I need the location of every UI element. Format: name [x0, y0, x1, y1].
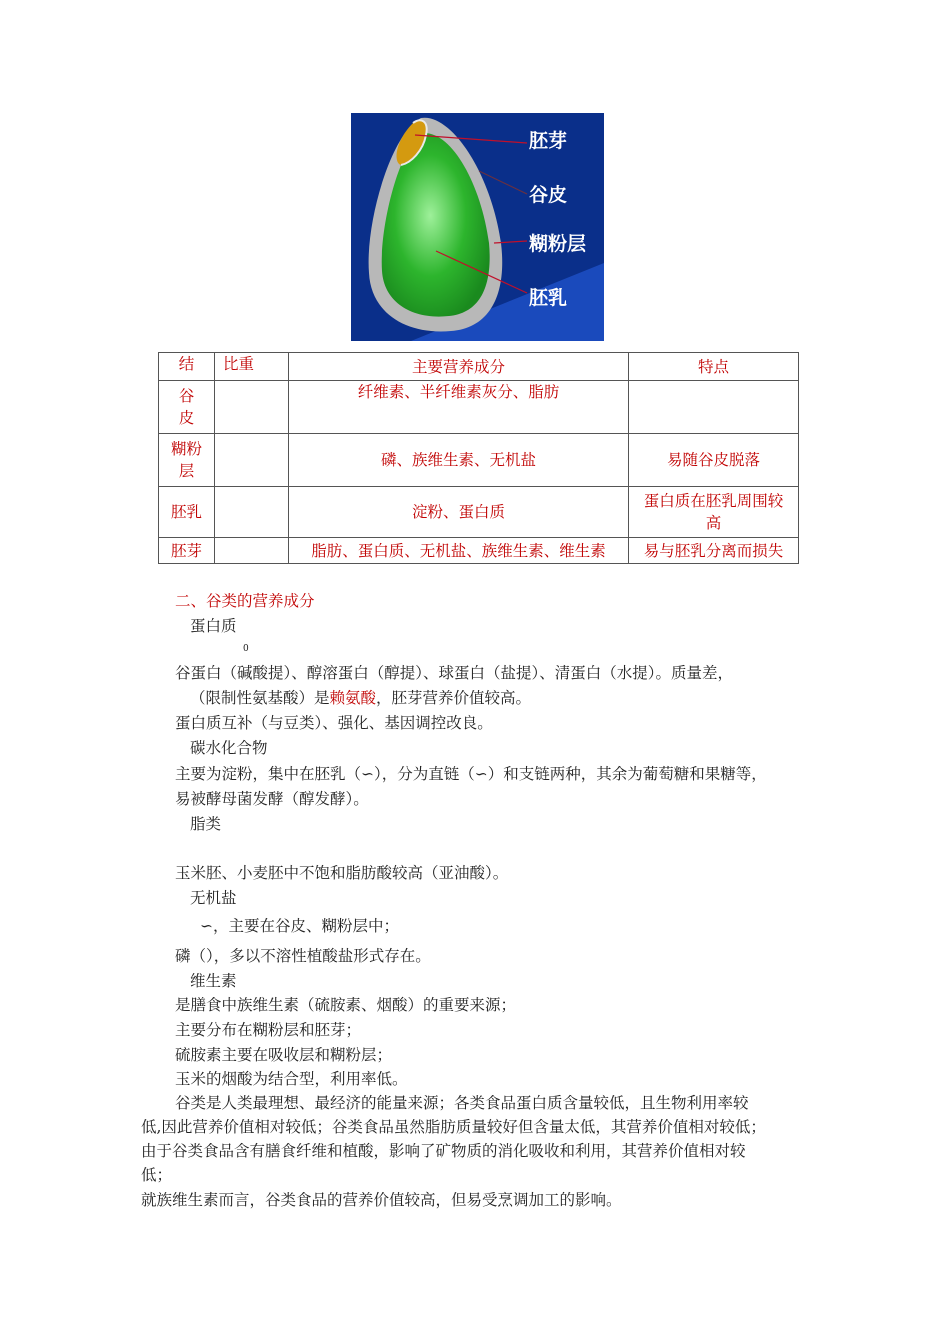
protein-line-3: 蛋白质互补（与豆类）、强化、基因调控改良。 — [175, 714, 493, 732]
cell-ratio — [215, 434, 289, 487]
cell-ratio — [215, 381, 289, 434]
grain-structure-figure — [351, 113, 604, 341]
summary-line-5: 就族维生素而言，谷类食品的营养价值较高，但易受烹调加工的影响。 — [141, 1191, 622, 1209]
carb-line-1: 主要为淀粉，集中在胚乳（∽），分为直链（∽）和支链两种，其余为葡萄糖和果糖等， — [175, 765, 767, 783]
summary-line-4: 低； — [141, 1166, 173, 1184]
label-endosperm: 胚乳 — [529, 287, 568, 309]
table-header-row — [159, 353, 799, 381]
cell-nutrients: 脂肪、蛋白质、无机盐、族维生素、维生素 — [289, 538, 629, 564]
cell-part: 胚芽 — [159, 538, 215, 564]
fat-heading: 脂类 — [190, 815, 222, 833]
cell-nutrients: 磷、族维生素、无机盐 — [289, 434, 629, 487]
grain-structure-table — [158, 352, 799, 564]
cell-feature: 易随谷皮脱落 — [629, 434, 799, 487]
table-row — [159, 381, 799, 434]
table-row — [159, 538, 799, 564]
label-embryo: 胚芽 — [529, 130, 568, 152]
vitamin-line-2: 主要分布在糊粉层和胚芽； — [175, 1021, 362, 1039]
mineral-line-2: 磷（），多以不溶性植酸盐形式存在。 — [175, 947, 431, 965]
cell-nutrients: 淀粉、蛋白质 — [289, 487, 629, 538]
summary-line-1: 谷类是人类最理想、最经济的能量来源；各类食品蛋白质含量较低，且生物利用率较 — [175, 1094, 749, 1112]
header-part: 结 — [159, 353, 215, 381]
protein-heading: 蛋白质 — [190, 617, 237, 635]
protein-line-2 — [190, 688, 531, 708]
table-row — [159, 487, 799, 538]
cell-part: 胚乳 — [159, 487, 215, 538]
cell-part: 糊粉 层 — [159, 434, 215, 487]
header-ratio: 比重 — [215, 353, 289, 381]
protein-line-2a: （限制性氨基酸）是 — [190, 689, 330, 707]
label-husk: 谷皮 — [529, 184, 568, 206]
header-nutrients: 主要营养成分 — [289, 353, 629, 381]
lysine-highlight: 赖氨酸 — [329, 689, 377, 707]
protein-line-1: 谷蛋白（碱酸提）、醇溶蛋白（醇提）、球蛋白（盐提）、清蛋白（水提）。质量差， — [175, 664, 734, 682]
cell-nutrients: 纤维素、半纤维素灰分、脂肪 — [289, 381, 629, 434]
label-aleurone: 糊粉层 — [529, 233, 587, 255]
carb-heading: 碳水化合物 — [190, 739, 268, 757]
protein-line-2c: ，胚芽营养价值较高。 — [376, 689, 532, 707]
section-title: 二、谷类的营养成分 — [175, 592, 315, 610]
cell-ratio — [215, 538, 289, 564]
vitamin-line-3: 硫胺素主要在吸收层和糊粉层； — [175, 1046, 393, 1064]
mineral-heading: 无机盐 — [190, 889, 237, 907]
summary-line-2: 低,因此营养价值相对较低；谷类食品虽然脂肪质量较好但含量太低，其营养价值相对较低； — [141, 1118, 766, 1136]
cell-ratio — [215, 487, 289, 538]
header-feature: 特点 — [629, 353, 799, 381]
cell-feature: 易与胚乳分离而损失 — [629, 538, 799, 564]
mineral-line-1: ∽，主要在谷皮、糊粉层中； — [200, 917, 399, 935]
carb-line-2: 易被酵母菌发酵（醇发酵）。 — [175, 790, 369, 808]
vitamin-line-1: 是膳食中族维生素（硫胺素、烟酸）的重要来源； — [175, 996, 517, 1014]
cell-feature: 蛋白质在胚乳周围较 高 — [629, 487, 799, 538]
summary-line-3: 由于谷类食品含有膳食纤维和植酸，影响了矿物质的消化吸收和利用，其营养价值相对较 — [141, 1142, 746, 1160]
table-row — [159, 434, 799, 487]
fat-line-1: 玉米胚、小麦胚中不饱和脂肪酸较高（亚油酸）。 — [175, 864, 509, 882]
cell-part: 谷 皮 — [159, 381, 215, 434]
cell-feature — [629, 381, 799, 434]
small-mark: 0 — [243, 644, 249, 654]
vitamin-heading: 维生素 — [190, 972, 237, 990]
vitamin-line-4: 玉米的烟酸为结合型，利用率低。 — [175, 1070, 408, 1088]
